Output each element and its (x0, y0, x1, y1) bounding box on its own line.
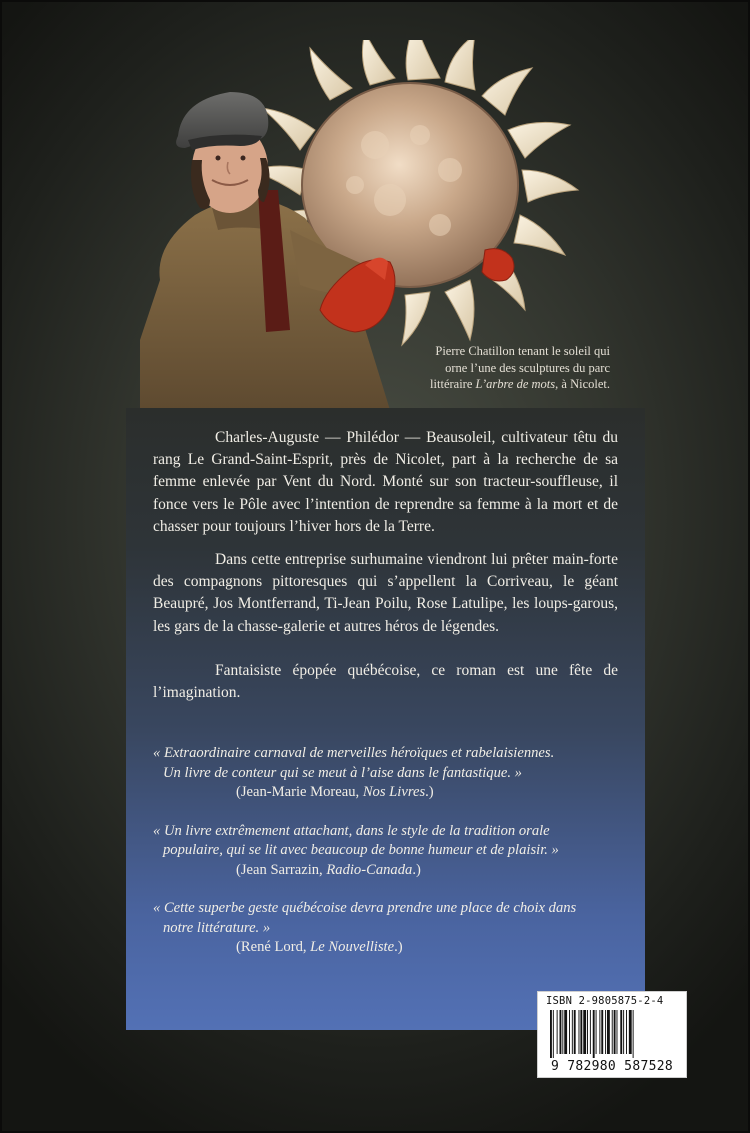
barcode-bar (590, 1010, 591, 1054)
barcode-bar (574, 1010, 576, 1054)
barcode-bar (550, 1010, 552, 1058)
barcode-bar (553, 1010, 554, 1058)
quote-2-line-1: « Un livre extrêmement attachant, dans le style de la tradition orale (153, 822, 550, 839)
press-quotes (153, 744, 623, 977)
quote-3-source-work: Le Nouvelliste (310, 939, 395, 955)
barcode-bar (587, 1010, 588, 1054)
summary-paragraph-1: Charles-Auguste — Philédor — Beausoleil, cultivateur têtu du rang Le Grand-Saint-Esprit, près de Nicolet, part à la recherche de sa femme enlevée par Vent du Nord. Monté sur son tracteur-souffleuse, il fonce vers le Pôle avec l’intention de reprendre sa femme à la mort et de chasser pour toujours l’hiver hors de la Terre. (153, 429, 618, 535)
barcode-bar (572, 1010, 573, 1054)
barcode-bar (629, 1010, 632, 1054)
isbn-number: ISBN 2-9805875-2-4 (546, 995, 664, 1007)
summary-paragraph-3: Fantaisiste épopée québécoise, ce roman est une fête de l’imagination. (153, 661, 618, 702)
quote-3-source (153, 938, 623, 958)
barcode-bar (557, 1010, 558, 1054)
quote-1-source-close: .) (425, 784, 434, 800)
barcode-bar (620, 1010, 622, 1054)
barcode-bar (617, 1010, 618, 1054)
barcode-bar (569, 1010, 570, 1054)
quote-3-source-open: (René Lord, (236, 939, 311, 955)
quote-1-source-open: (Jean-Marie Moreau, (236, 784, 363, 800)
caption-line-1: Pierre Chatillon tenant le soleil qui (435, 344, 610, 358)
quote-1-line-2: Un livre de conteur qui se meut à l’aise dans le fantastique. » (163, 764, 522, 781)
caption-line-3 (388, 376, 610, 393)
quote-2-source-close: .) (412, 861, 421, 878)
press-quote-1 (153, 744, 623, 803)
barcode-bar (564, 1010, 567, 1054)
caption-line-3-suffix: , à Nicolet. (555, 377, 610, 391)
barcode-bar (605, 1010, 606, 1054)
quote-3-line-1: « Cette superbe geste québécoise devra prendre une place de choix dans (153, 900, 577, 916)
barcode-bar (607, 1010, 610, 1054)
quote-1-source-work: Nos Livres (362, 784, 426, 800)
quote-2-source-open: (Jean Sarrazin, (236, 861, 327, 878)
summary-paragraph-2: Dans cette entreprise surhumaine viendront lui prêter main-forte des compagnons pittoresques qui s’appellent la Corriveau, le géant Beaupré, Jos Montferrand, Ti-Jean Poilu, Rose Latulipe, les loups-garous, les gars de la chasse-galerie et autres héros de légendes. (153, 551, 618, 635)
barcode-bar (562, 1010, 563, 1054)
barcode-bar (560, 1010, 562, 1054)
barcode-bar (612, 1010, 613, 1054)
barcode-bar (626, 1010, 627, 1054)
caption-park-title: L’arbre de mots (475, 377, 556, 391)
barcode-bar (623, 1010, 624, 1054)
barcode-bar (593, 1010, 595, 1058)
barcode-bar (601, 1010, 603, 1054)
barcode-bars-icon (548, 1010, 676, 1058)
barcode-bar (596, 1010, 597, 1054)
caption-line-2: orne l’une des sculptures du parc (445, 360, 610, 375)
ean-number: 9 782980 587528 (551, 1059, 673, 1074)
barcode-bar (614, 1010, 616, 1054)
barcode-bar (633, 1010, 634, 1058)
quote-3-line-2: notre littérature. » (163, 919, 271, 936)
text-panel (126, 408, 645, 1030)
quote-2-source (153, 861, 623, 881)
caption-line-3-prefix: littéraire (430, 377, 476, 391)
book-summary (153, 427, 618, 715)
barcode-bar (583, 1010, 586, 1054)
quote-1-line-1: « Extraordinaire carnaval de merveilles héroïques et rabelaisiennes. (153, 745, 555, 761)
press-quote-3 (153, 899, 623, 958)
quote-3-source-close: .) (394, 939, 403, 955)
press-quote-2 (153, 822, 623, 881)
quote-2-line-2: populaire, qui se lit avec beaucoup de bonne humeur et de plaisir. » (163, 842, 559, 858)
barcode-bar (579, 1010, 580, 1054)
quote-1-source (153, 783, 623, 803)
quote-2-source-work: Radio-Canada (326, 861, 413, 878)
photo-caption (388, 343, 610, 393)
barcode-bar (580, 1010, 582, 1054)
isbn-barcode (537, 991, 687, 1078)
barcode-bar (599, 1010, 600, 1054)
